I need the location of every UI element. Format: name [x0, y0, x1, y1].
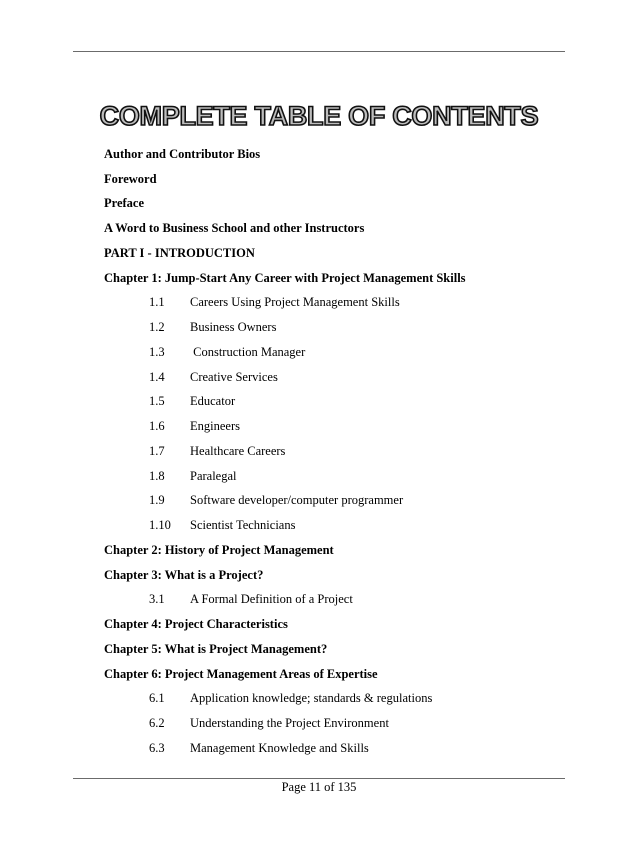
toc-section-title: Paralegal [190, 468, 237, 483]
toc-subentry [104, 390, 574, 415]
toc-section-number: 1.2 [149, 320, 165, 335]
toc-section-title: Understanding the Project Environment [190, 716, 389, 731]
toc-subentry [104, 414, 574, 439]
toc-heading: Foreword [104, 171, 157, 186]
toc-subentry [104, 513, 574, 538]
page-number-footer: Page 11 of 135 [281, 780, 357, 794]
toc-subentry [104, 365, 574, 390]
toc-heading: Chapter 4: Project Characteristics [104, 617, 288, 632]
toc-subentry [104, 687, 574, 712]
toc-heading: Chapter 2: History of Project Management [104, 542, 334, 557]
toc-section-title: Creative Services [190, 369, 278, 384]
toc-section-title: Careers Using Project Management Skills [190, 295, 400, 310]
toc-section-title: Healthcare Careers [190, 443, 286, 458]
toc-section-title: Business Owners [190, 320, 277, 335]
toc-section-number: 3.1 [149, 592, 165, 607]
toc-section-number: 1.7 [149, 443, 165, 458]
toc-heading: Chapter 5: What is Project Management? [104, 641, 328, 656]
toc-section-title: Scientist Technicians [190, 518, 296, 533]
toc-section-number: 1.9 [149, 493, 165, 508]
toc-section-title: Educator [190, 394, 236, 409]
toc-subentry [104, 489, 574, 514]
toc-section-number: 1.8 [149, 468, 165, 483]
toc-section-number: 6.3 [149, 740, 165, 755]
toc-heading: A Word to Business School and other Instructors [104, 221, 365, 236]
toc-heading: Chapter 1: Jump-Start Any Career with Project Management Skills [104, 270, 466, 285]
toc-section-title: Engineers [190, 419, 240, 434]
toc-subentry [104, 439, 574, 464]
toc-section-title: Management Knowledge and Skills [190, 740, 369, 755]
toc-section-number: 1.1 [149, 295, 165, 310]
toc-subentry [104, 315, 574, 340]
toc-section-title: A Formal Definition of a Project [190, 592, 353, 607]
toc-section-title: Application knowledge; standards & regulations [190, 691, 433, 706]
toc-heading: Author and Contributor Bios [104, 146, 261, 161]
toc-subentry [104, 588, 574, 613]
toc-section-number: 1.4 [149, 369, 165, 384]
toc-subentry [104, 340, 574, 365]
toc-section-number: 6.1 [149, 691, 165, 706]
toc-section-number: 1.3 [149, 344, 165, 359]
toc-heading: Chapter 3: What is a Project? [104, 567, 264, 582]
footer-rule [73, 778, 565, 779]
toc-section-number: 1.10 [149, 518, 171, 533]
page-title: COMPLETE TABLE OF CONTENTS [99, 101, 539, 131]
toc-subentry [104, 464, 574, 489]
toc-section-number: 6.2 [149, 716, 165, 731]
toc-subentry [104, 736, 574, 761]
toc-heading: PART I - INTRODUCTION [104, 245, 255, 260]
header-rule [73, 51, 565, 52]
toc-subentry [104, 711, 574, 736]
toc-heading: Preface [104, 196, 145, 211]
toc-section-title: Construction Manager [190, 344, 306, 359]
toc-section-title: Software developer/computer programmer [190, 493, 404, 508]
toc-section-number: 1.5 [149, 394, 165, 409]
table-of-contents [104, 142, 574, 761]
toc-heading: Chapter 6: Project Management Areas of Expertise [104, 666, 378, 681]
toc-subentry [104, 291, 574, 316]
toc-section-number: 1.6 [149, 419, 165, 434]
